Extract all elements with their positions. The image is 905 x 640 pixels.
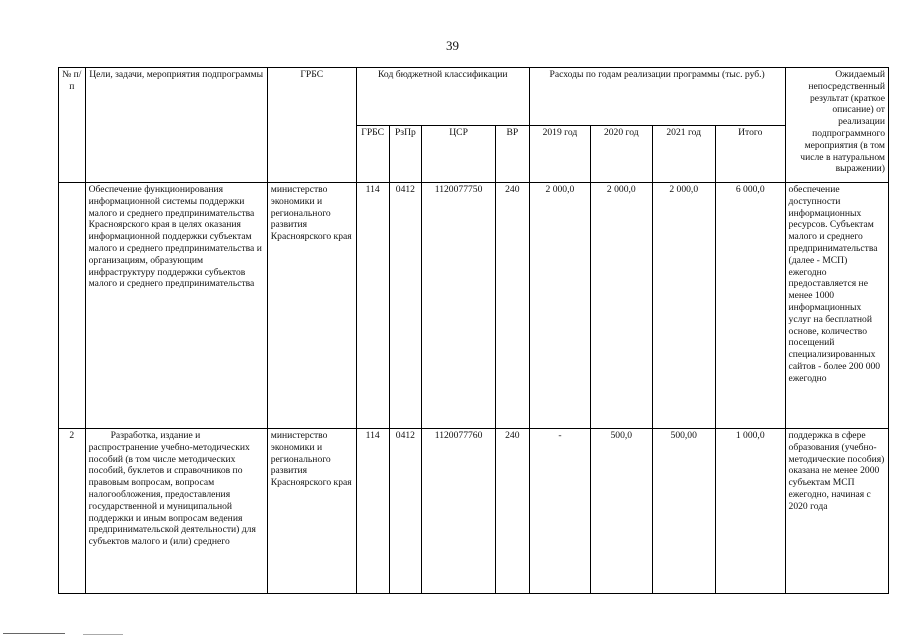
row-2020: 500,0 <box>591 429 652 594</box>
subheader-2021: 2021 год <box>652 125 715 183</box>
row-grbs-code: 114 <box>356 429 389 594</box>
row-2019: - <box>529 429 590 594</box>
row-result: обеспечение доступности информационных ресурсов. Субъектам малого и среднего предпринимательства (далее - МСП) ежегодно предоставляется не менее 1000 информационных услуг на бесплатной основе, количество посещений специализированных сайтов - более 200 000 ежегодно <box>785 183 888 429</box>
row-description: Обеспечение функционирования информационной системы поддержки малого и среднего предпринимательства Красноярского края в целях оказания информационной поддержки субъектам малого и среднего предпринимательства и организациям, образующим инфраструктуру поддержки субъектов малого и среднего предпринимательства <box>85 183 267 429</box>
row-total: 1 000,0 <box>715 429 785 594</box>
subheader-2020: 2020 год <box>591 125 652 183</box>
row-2021: 2 000,0 <box>652 183 715 429</box>
page-number: 39 <box>446 38 459 53</box>
row-2021: 500,00 <box>652 429 715 594</box>
table-row <box>59 429 889 594</box>
row-grbs-code: 114 <box>356 183 389 429</box>
row-vr: 240 <box>495 183 529 429</box>
row-csr: 1120077750 <box>422 183 496 429</box>
row-grbs-name: министерство экономики и регионального развития Красноярского края <box>267 183 356 429</box>
header-grbs: ГРБС <box>267 68 356 183</box>
subheader-grbs: ГРБС <box>356 125 389 183</box>
header-row-1 <box>59 68 889 126</box>
scan-edge-line <box>3 633 65 634</box>
row-vr: 240 <box>495 429 529 594</box>
subheader-vr: ВР <box>495 125 529 183</box>
scan-edge-line <box>83 634 123 635</box>
header-goals: Цели, задачи, мероприятия подпрограммы <box>85 68 267 183</box>
row-result: поддержка в сфере образования (учебно-методические пособия) оказана не менее 2000 субъектам МСП ежегодно, начиная с 2020 года <box>785 429 888 594</box>
header-budget-code: Код бюджетной классификации <box>356 68 529 126</box>
row-num <box>59 183 86 429</box>
budget-table <box>58 67 889 594</box>
subheader-csr: ЦСР <box>422 125 496 183</box>
row-csr: 1120077760 <box>422 429 496 594</box>
subheader-rzpr: РзПр <box>389 125 422 183</box>
row-rzpr: 0412 <box>389 429 422 594</box>
row-2019: 2 000,0 <box>529 183 590 429</box>
row-description: Разработка, издание и распространение учебно-методических пособий (в том числе методических пособий, буклетов и справочников по правовым вопросам, вопросам налогообложения, предоставления государственной и муниципальной поддержки и иным вопросам ведения предпринимательской деятельности) для субъектов малого и (или) среднего <box>85 429 267 594</box>
subheader-2019: 2019 год <box>529 125 590 183</box>
header-result: Ожидаемый непосредственный результат (краткое описание) от реализации подпрограммного мероприятия (в том числе в натуральном выражении) <box>785 68 888 183</box>
table-row <box>59 183 889 429</box>
row-num: 2 <box>59 429 86 594</box>
header-num: № п/п <box>59 68 86 183</box>
row-grbs-name: министерство экономики и регионального развития Красноярского края <box>267 429 356 594</box>
row-rzpr: 0412 <box>389 183 422 429</box>
row-2020: 2 000,0 <box>591 183 652 429</box>
header-expenses: Расходы по годам реализации программы (тыс. руб.) <box>529 68 785 126</box>
row-total: 6 000,0 <box>715 183 785 429</box>
subheader-total: Итого <box>715 125 785 183</box>
